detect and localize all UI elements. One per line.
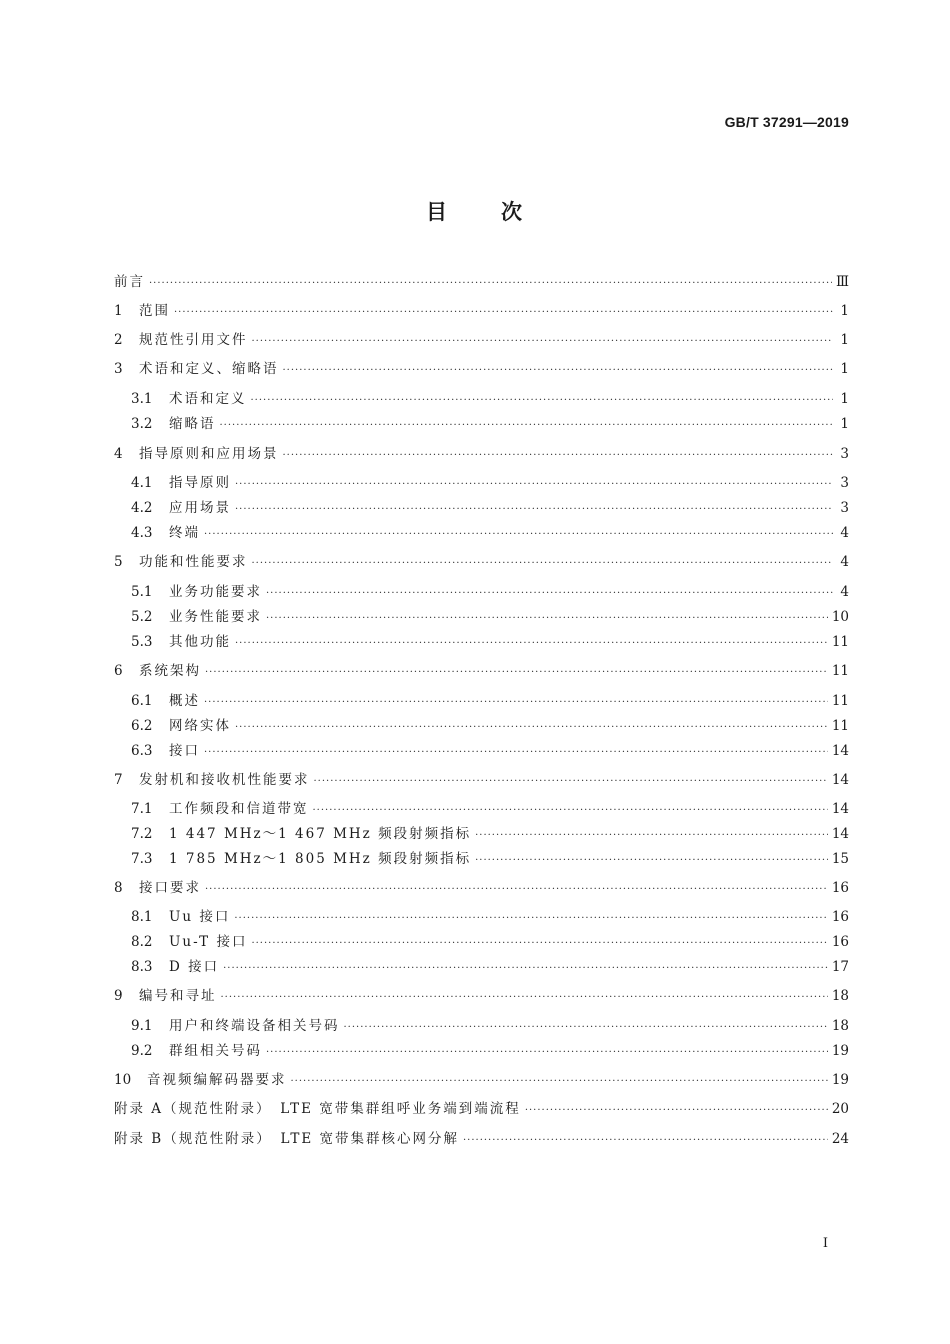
toc-entry[interactable] (131, 822, 849, 842)
toc-entry-number: 6.3 (131, 743, 153, 759)
toc-entry[interactable] (131, 1014, 849, 1034)
toc-entry-page: 11 (831, 693, 849, 709)
toc-entry-page: 14 (831, 772, 849, 788)
toc-entry-title: 终端 (169, 525, 200, 541)
toc-entry-number: 9.2 (131, 1043, 153, 1059)
toc-entry-title: 音视频编解码器要求 (147, 1072, 287, 1088)
toc-entry-number: 9 (114, 988, 123, 1004)
dot-leader (251, 938, 827, 949)
dot-leader (204, 747, 828, 758)
toc-entry-title: Uu-T 接口 (169, 934, 248, 950)
dot-leader (220, 420, 834, 431)
toc-entry-page: Ⅲ (835, 274, 849, 290)
toc-entry-number: 4.2 (131, 500, 153, 516)
toc-entry-page: 14 (831, 801, 849, 817)
toc-entry-page: 18 (831, 1018, 849, 1034)
toc-entry[interactable] (114, 1068, 849, 1088)
toc-entry-page: 4 (840, 525, 849, 541)
toc-entry-title: 网络实体 (169, 718, 231, 734)
toc-entry[interactable] (131, 847, 849, 867)
toc-entry-number: 8 (114, 880, 123, 896)
toc-entry-number: 3.2 (131, 416, 153, 432)
toc-entry[interactable] (114, 550, 849, 570)
dot-leader (235, 638, 828, 649)
toc-entry-number: 8.1 (131, 909, 153, 925)
toc-entry-number: 9.1 (131, 1018, 153, 1034)
toc-entry-title: Uu 接口 (169, 909, 231, 925)
dot-leader (266, 588, 833, 599)
toc-entry[interactable] (114, 1127, 849, 1147)
dot-leader (234, 913, 827, 924)
toc-entry-number: 6 (114, 663, 123, 679)
toc-entry[interactable] (131, 630, 849, 650)
toc-entry-title: 术语和定义 (169, 391, 247, 407)
dot-leader (235, 504, 833, 515)
toc-entry-title: 前言 (114, 274, 145, 290)
dot-leader (251, 395, 834, 406)
toc-entry-page: 18 (831, 988, 849, 1004)
toc-entry-page: 11 (831, 663, 849, 679)
toc-entry-title: 接口要求 (139, 880, 201, 896)
toc-entry[interactable] (114, 442, 849, 462)
toc-entry-title: 用户和终端设备相关号码 (169, 1018, 340, 1034)
dot-leader (313, 805, 828, 816)
toc-entry-number: 2 (114, 332, 123, 348)
toc-entry[interactable] (114, 1097, 849, 1117)
toc-entry-title: 系统架构 (139, 663, 201, 679)
dot-leader (205, 884, 828, 895)
dot-leader (291, 1076, 828, 1087)
toc-entry-page: 11 (831, 634, 849, 650)
toc-entry[interactable] (131, 496, 849, 516)
toc-entry[interactable] (131, 930, 849, 950)
toc-entry-title: 指导原则和应用场景 (139, 446, 279, 462)
toc-entry-number: 6.1 (131, 693, 153, 709)
dot-leader (283, 365, 834, 376)
dot-leader (475, 830, 828, 841)
toc-entry-number: 7.1 (131, 801, 153, 817)
toc-entry[interactable] (131, 1039, 849, 1059)
dot-leader (344, 1022, 828, 1033)
toc-entry-title: 附录 B（规范性附录） LTE 宽带集群核心网分解 (114, 1131, 459, 1147)
toc-entry-page: 20 (831, 1101, 849, 1117)
toc-entry-title: 编号和寻址 (139, 988, 217, 1004)
toc-entry-number: 8.3 (131, 959, 153, 975)
toc-entry[interactable] (114, 357, 849, 377)
toc-entry[interactable] (131, 605, 849, 625)
toc-entry-page: 3 (840, 446, 849, 462)
toc-entry-page: 16 (831, 934, 849, 950)
toc-entry-number: 5.3 (131, 634, 153, 650)
toc-entry-title: 发射机和接收机性能要求 (139, 772, 310, 788)
toc-entry-page: 1 (840, 416, 849, 432)
toc-entry[interactable] (131, 797, 849, 817)
toc-entry-title: 指导原则 (169, 475, 231, 491)
toc-entry-page: 1 (840, 361, 849, 377)
toc-entry[interactable] (131, 739, 849, 759)
dot-leader (174, 307, 833, 318)
dot-leader (235, 722, 828, 733)
toc-entry-title: 附录 A（规范性附录） LTE 宽带集群组呼业务端到端流程 (114, 1101, 521, 1117)
toc-entry-number: 4.1 (131, 475, 153, 491)
dot-leader (149, 278, 832, 289)
toc-entry-number: 5.1 (131, 584, 153, 600)
page-number: I (822, 1236, 828, 1251)
toc-entry-number: 1 (114, 303, 123, 319)
toc-entry-page: 3 (840, 500, 849, 516)
toc-entry-number: 5 (114, 554, 123, 570)
toc-entry[interactable] (114, 876, 849, 896)
toc-entry-title: 范围 (139, 303, 170, 319)
toc-entry-title: 群组相关号码 (169, 1043, 262, 1059)
toc-entry-title: 术语和定义、缩略语 (139, 361, 279, 377)
title-char-2: 次 (501, 200, 524, 224)
toc-entry-page: 14 (831, 826, 849, 842)
toc-entry-title: 规范性引用文件 (139, 332, 248, 348)
toc-entry-page: 16 (831, 909, 849, 925)
toc-entry[interactable] (131, 387, 849, 407)
toc-entry[interactable] (131, 521, 849, 541)
toc-entry-title: 概述 (169, 693, 200, 709)
toc-entry[interactable] (131, 714, 849, 734)
dot-leader (525, 1105, 828, 1116)
toc-entry-page: 16 (831, 880, 849, 896)
toc-entry-number: 4.3 (131, 525, 153, 541)
dot-leader (266, 1047, 828, 1058)
toc-entry[interactable] (114, 270, 849, 290)
toc-entry-number: 7.2 (131, 826, 153, 842)
toc-entry[interactable] (131, 689, 849, 709)
page-title (0, 196, 950, 226)
toc-entry[interactable] (131, 471, 849, 491)
toc-entry-page: 15 (831, 851, 849, 867)
toc-entry-page: 14 (831, 743, 849, 759)
toc-entry-title: 接口 (169, 743, 200, 759)
dot-leader (252, 558, 834, 569)
toc-entry-title: 业务性能要求 (169, 609, 262, 625)
toc-entry-number: 7 (114, 772, 123, 788)
toc-entry-page: 1 (840, 332, 849, 348)
toc-entry-page: 17 (831, 959, 849, 975)
dot-leader (463, 1135, 828, 1146)
toc-entry-page: 19 (831, 1072, 849, 1088)
dot-leader (314, 776, 828, 787)
dot-leader (205, 667, 828, 678)
toc-entry-title: 其他功能 (169, 634, 231, 650)
toc-entry[interactable] (131, 905, 849, 925)
toc-entry[interactable] (131, 412, 849, 432)
toc-entry[interactable] (131, 580, 849, 600)
dot-leader (223, 963, 828, 974)
dot-leader (266, 613, 828, 624)
toc-entry-title: 1 447 MHz～1 467 MHz 频段射频指标 (169, 826, 472, 842)
toc-entry-page: 1 (840, 303, 849, 319)
toc-entry-title: 缩略语 (169, 416, 216, 432)
toc-entry[interactable] (114, 328, 849, 348)
standard-code: GB/T 37291—2019 (724, 114, 849, 130)
toc-entry-page: 4 (840, 554, 849, 570)
dot-leader (283, 450, 834, 461)
dot-leader (204, 697, 828, 708)
toc-entry-number: 4 (114, 446, 123, 462)
toc-entry-title: 1 785 MHz～1 805 MHz 频段射频指标 (169, 851, 472, 867)
toc-entry[interactable] (131, 955, 849, 975)
dot-leader (475, 855, 828, 866)
toc-entry-page: 1 (840, 391, 849, 407)
toc-entry[interactable] (114, 659, 849, 679)
toc-entry-number: 7.3 (131, 851, 153, 867)
toc-entry-title: 工作频段和信道带宽 (169, 801, 309, 817)
toc-entry[interactable] (114, 768, 849, 788)
toc-entry-title: 功能和性能要求 (139, 554, 248, 570)
toc-entry-number: 10 (114, 1072, 132, 1088)
dot-leader (235, 479, 833, 490)
dot-leader (221, 992, 828, 1003)
toc-entry-title: 应用场景 (169, 500, 231, 516)
dot-leader (204, 529, 833, 540)
title-char-1: 目 (426, 200, 449, 224)
toc-entry[interactable] (114, 299, 849, 319)
toc-entry-page: 4 (840, 584, 849, 600)
toc-entry-number: 5.2 (131, 609, 153, 625)
toc-entry-page: 10 (831, 609, 849, 625)
toc-entry-page: 3 (840, 475, 849, 491)
toc-entry-number: 3 (114, 361, 123, 377)
toc-entry-number: 6.2 (131, 718, 153, 734)
toc-entry-number: 3.1 (131, 391, 153, 407)
toc-entry-title: 业务功能要求 (169, 584, 262, 600)
dot-leader (252, 336, 834, 347)
toc-entry-page: 11 (831, 718, 849, 734)
toc-entry-number: 8.2 (131, 934, 153, 950)
toc-entry[interactable] (114, 984, 849, 1004)
toc-entry-title: D 接口 (169, 959, 220, 975)
toc-entry-page: 24 (831, 1131, 849, 1147)
toc-entry-page: 19 (831, 1043, 849, 1059)
